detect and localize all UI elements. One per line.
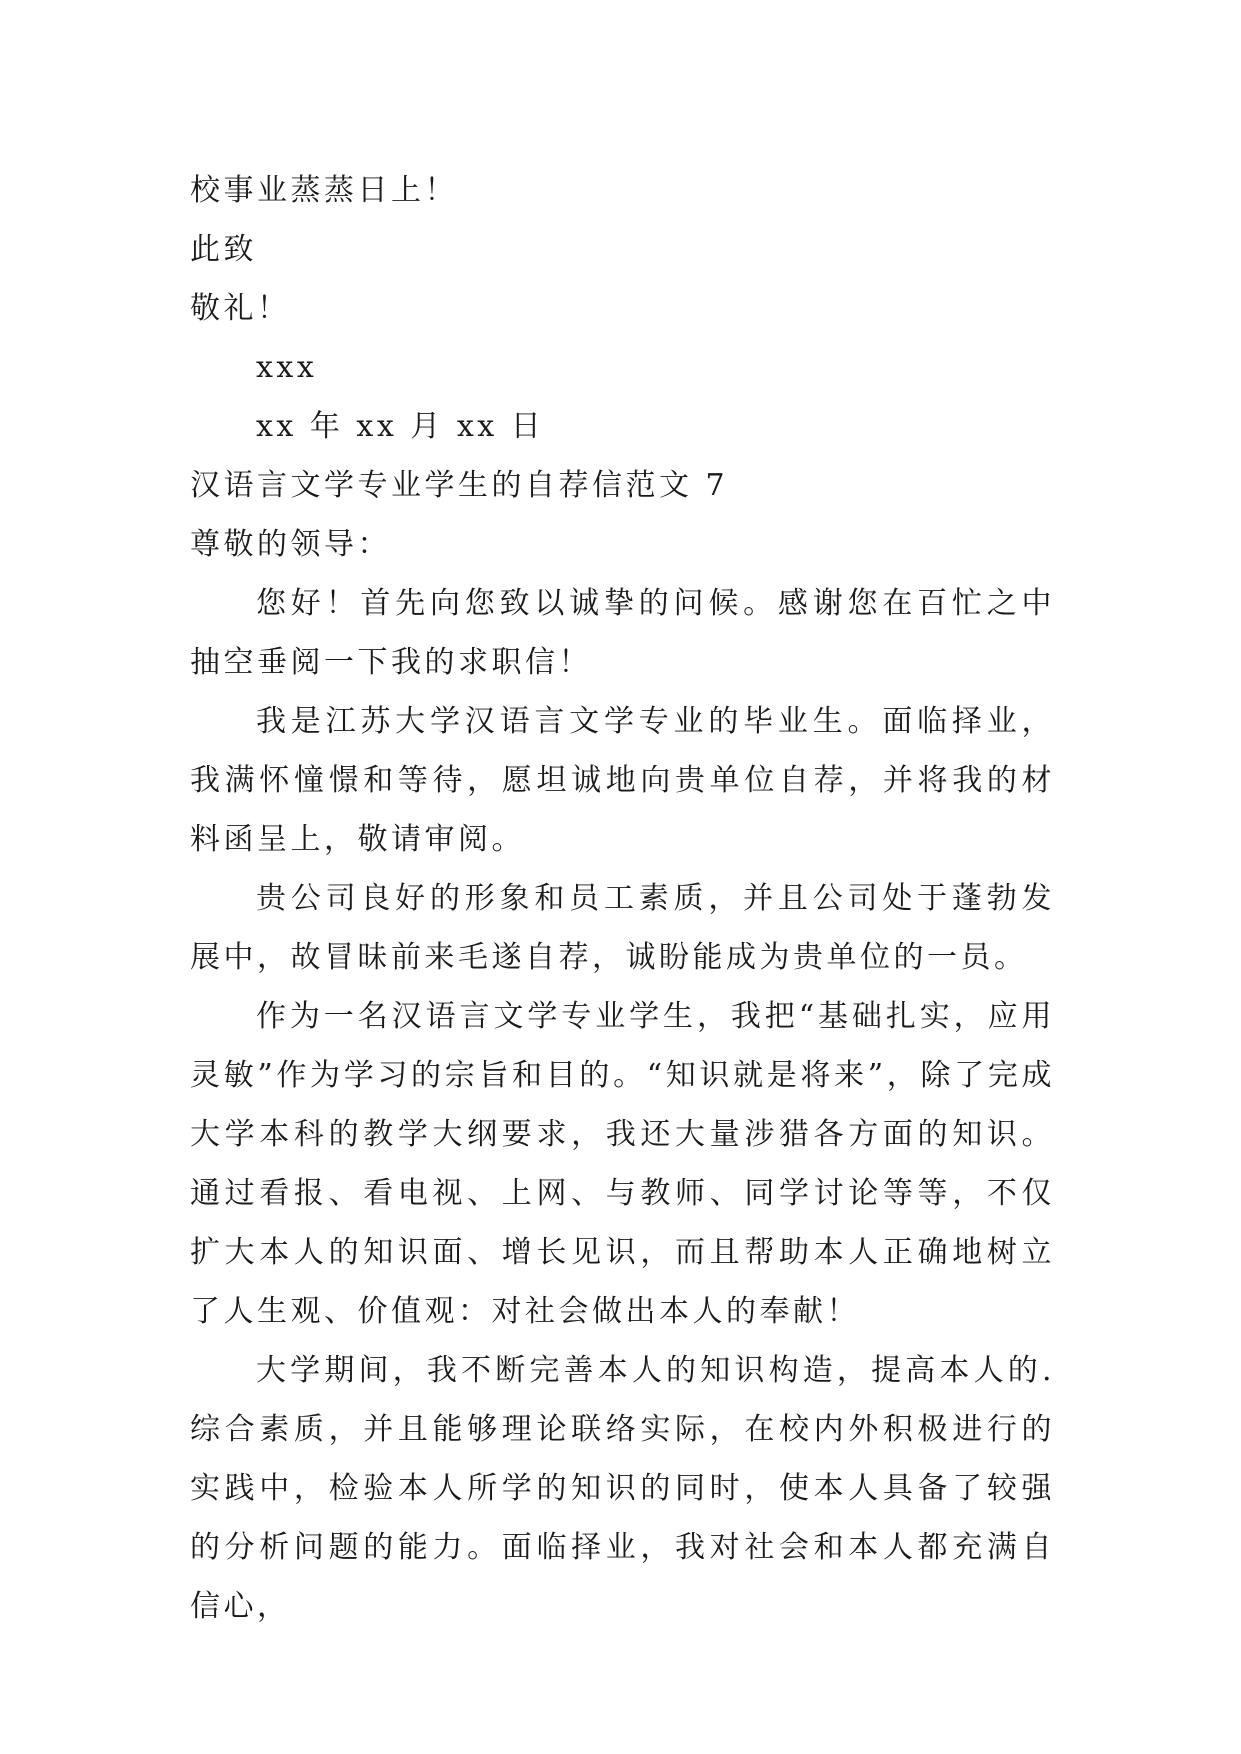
paragraph-university: 大学期间，我不断完善本人的知识构造，提高本人的.综合素质，并且能够理论联络实际，在校内外积极进行的实践中，检验本人所学的知识的同时，使本人具备了较强的分析问题的能力。面临择业，我对社会和本人都充满自信心， (190, 1353, 1055, 1624)
paragraph-company: 贵公司良好的形象和员工素质，并且公司处于蓬勃发展中，故冒昧前来毛遂自荐，诚盼能成为贵单位的一员。 (190, 881, 1055, 975)
closing-line-wish: 校事业蒸蒸日上！ (190, 173, 458, 208)
section-title: 汉语言文学专业学生的自荐信范文 7 (190, 468, 729, 503)
paragraph-study: 作为一名汉语言文学专业学生，我把“基础扎实，应用灵敏”作为学习的宗旨和目的。“知识就是将来”，除了完成大学本科的教学大纲要求，我还大量涉猎各方面的知识。通过看报、看电视、上网、与教师、同学讨论等等，不仅扩大本人的知识面、增长见识，而且帮助本人正确地树立了人生观、价值观：对社会做出本人的奉献！ (190, 999, 1055, 1329)
closing-line-cizhi: 此致 (190, 232, 257, 267)
signature-date: xx 年 xx 月 xx 日 (256, 409, 545, 444)
paragraph-greeting: 您好！首先向您致以诚挚的问候。感谢您在百忙之中抽空垂阅一下我的求职信！ (190, 586, 1055, 680)
letter-body (190, 161, 1055, 1636)
paragraph-introduction: 我是江苏大学汉语言文学专业的毕业生。面临择业，我满怀憧憬和等待，愿坦诚地向贵单位自荐，并将我的材料函呈上，敬请审阅。 (190, 704, 1055, 857)
closing-line-jingli: 敬礼！ (190, 291, 291, 326)
signature: xxx (256, 350, 318, 385)
salutation: 尊敬的领导： (190, 527, 391, 562)
